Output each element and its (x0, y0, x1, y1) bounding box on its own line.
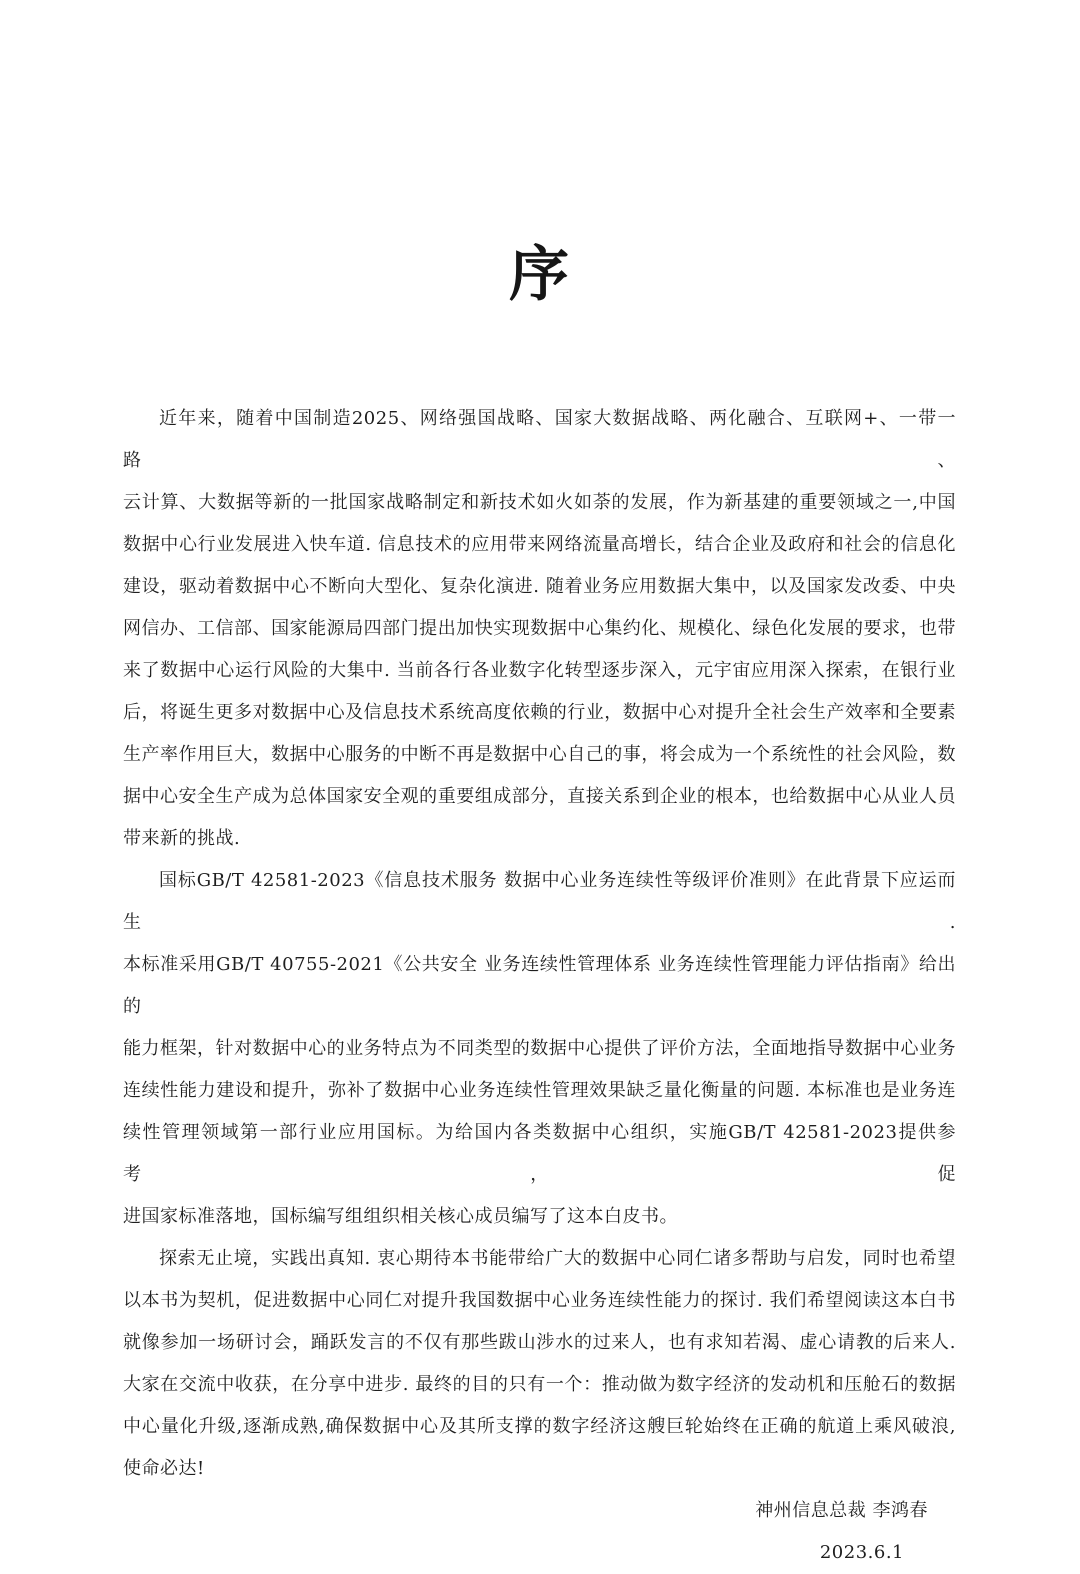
text-line: 来了数据中心运行风险的大集中. 当前各行各业数字化转型逐步深入，元宇宙应用深入探索，在银行业 (123, 660, 956, 681)
text-line: 探索无止境，实践出真知. 衷心期待本书能带给广大的数据中心同仁诸多帮助与启发，同时也希望 (159, 1248, 956, 1269)
date-line: 2023.6.1 (819, 1542, 904, 1563)
text-line: 中心量化升级,逐渐成熟,确保数据中心及其所支撑的数字经济这艘巨轮始终在正确的航道上乘风破浪, (123, 1416, 956, 1437)
text-line: 云计算、大数据等新的一批国家战略制定和新技术如火如荼的发展，作为新基建的重要领域之一,中国 (123, 492, 956, 513)
text-line: 带来新的挑战. (123, 828, 241, 849)
text-line: 以本书为契机，促进数据中心同仁对提升我国数据中心业务连续性能力的探讨. 我们希望阅读这本白书 (123, 1290, 956, 1311)
text-line: 使命必达! (123, 1458, 205, 1479)
text-line: 连续性能力建设和提升，弥补了数据中心业务连续性管理效果缺乏量化衡量的问题. 本标准也是业务连 (123, 1080, 956, 1101)
text-line: 生产率作用巨大，数据中心服务的中断不再是数据中心自己的事，将会成为一个系统性的社会风险，数 (123, 744, 956, 765)
text-line: 网信办、工信部、国家能源局四部门提出加快实现数据中心集约化、规模化、绿色化发展的要求，也带 (123, 618, 956, 639)
text-line: 进国家标准落地，国标编写组组织相关核心成员编写了这本白皮书。 (123, 1206, 678, 1227)
text-line: 数据中心行业发展进入快车道. 信息技术的应用带来网络流量高增长，结合企业及政府和社会的信息化 (123, 534, 956, 555)
text-line: 国标GB/T 42581-2023《信息技术服务 数据中心业务连续性等级评价准则》在此背景下应运而生. (123, 870, 956, 933)
page-title: 序 (509, 240, 571, 310)
text-line: 建设，驱动着数据中心不断向大型化、复杂化演进. 随着业务应用数据大集中，以及国家发改委、中央 (123, 576, 956, 597)
signature: 神州信息总裁 李鸿春 (755, 1500, 928, 1521)
text-line: 续性管理领域第一部行业应用国标。为给国内各类数据中心组织，实施GB/T 42581-2023提供参考，促 (123, 1122, 956, 1185)
text-line: 大家在交流中收获，在分享中进步. 最终的目的只有一个：推动做为数字经济的发动机和压舱石的数据 (123, 1374, 956, 1395)
text-line: 能力框架，针对数据中心的业务特点为不同类型的数据中心提供了评价方法，全面地指导数据中心业务 (123, 1038, 956, 1059)
text-line: 近年来，随着中国制造2025、网络强国战略、国家大数据战略、两化融合、互联网+、一带一路、 (123, 408, 956, 471)
text-line: 就像参加一场研讨会，踊跃发言的不仅有那些跋山涉水的过来人，也有求知若渴、虚心请教的后来人. (123, 1332, 956, 1353)
text-line: 后，将诞生更多对数据中心及信息技术系统高度依赖的行业，数据中心对提升全社会生产效率和全要素 (123, 702, 956, 723)
document-body (123, 398, 956, 1574)
text-line: 本标准采用GB/T 40755-2021《公共安全 业务连续性管理体系 业务连续性管理能力评估指南》给出的 (123, 954, 956, 1017)
text-line: 据中心安全生产成为总体国家安全观的重要组成部分，直接关系到企业的根本，也给数据中心从业人员 (123, 786, 956, 807)
